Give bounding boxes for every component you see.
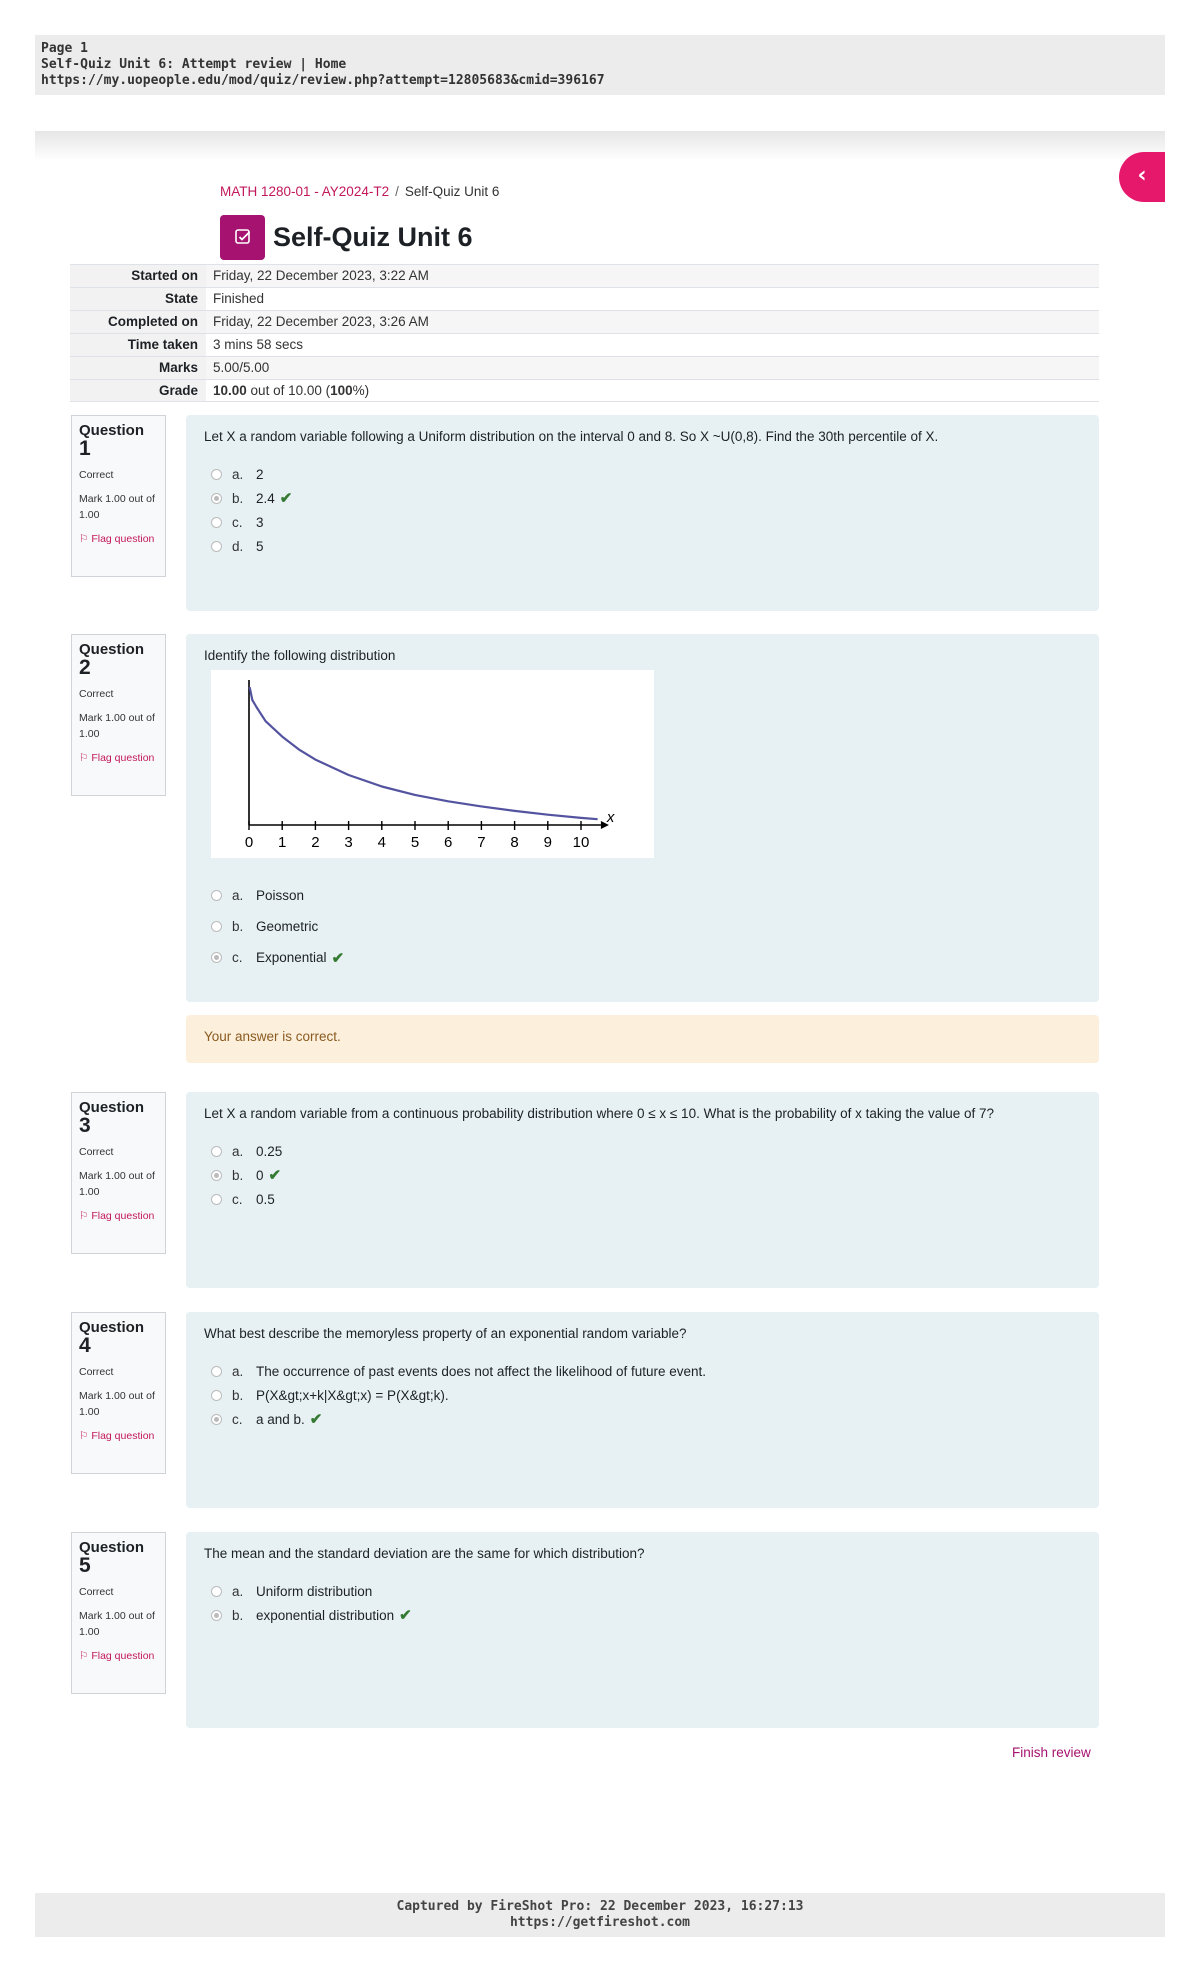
answer-option[interactable] <box>204 1187 1081 1211</box>
x-tick-label: 9 <box>543 834 552 851</box>
answer-text: a and b. <box>256 1411 305 1427</box>
page-title: Self-Quiz Unit 6 <box>273 221 473 252</box>
title-row <box>220 214 473 260</box>
flag-icon: ⚐ <box>79 1650 92 1662</box>
x-tick-label: 0 <box>244 834 254 851</box>
capture-footer <box>35 1893 1165 1937</box>
answer-text: Exponential <box>256 950 327 965</box>
breadcrumb-course-link[interactable]: MATH 1280-01 - AY2024-T2 <box>220 184 390 199</box>
answer-letter: a. <box>232 466 244 482</box>
answer-letter: b. <box>232 1607 244 1623</box>
answer-letter: b. <box>232 490 244 506</box>
x-tick-label: 5 <box>410 834 420 851</box>
attempt-summary-table <box>70 264 1099 402</box>
answer-option[interactable] <box>204 1579 1081 1603</box>
radio-button[interactable] <box>211 921 222 932</box>
answer-letter: c. <box>232 1191 243 1207</box>
answer-list <box>204 462 1081 558</box>
answer-list <box>204 1579 1081 1627</box>
question-content <box>186 634 1099 1002</box>
radio-button[interactable] <box>211 517 222 528</box>
answer-option[interactable] <box>204 534 1081 558</box>
radio-button[interactable] <box>211 493 222 504</box>
radio-button[interactable] <box>211 952 222 963</box>
x-tick-label: 7 <box>477 834 486 851</box>
question-label: Question <box>79 422 145 439</box>
x-tick-label: 3 <box>344 834 353 851</box>
question-info <box>71 1312 166 1474</box>
check-icon: ✔ <box>331 949 345 967</box>
answer-option[interactable] <box>204 942 1081 973</box>
check-icon: ✔ <box>309 1411 323 1428</box>
answer-option[interactable] <box>204 1383 1081 1407</box>
radio-button[interactable] <box>211 1414 222 1425</box>
flag-label: Flag question <box>91 1430 155 1442</box>
check-icon: ✔ <box>268 1167 282 1184</box>
feedback-message: Your answer is correct. <box>186 1015 1099 1063</box>
answer-text: 2 <box>256 466 264 482</box>
answer-option[interactable] <box>204 1139 1081 1163</box>
quiz-icon <box>220 215 265 260</box>
flag-icon: ⚐ <box>79 1210 92 1222</box>
question-state: Correct <box>79 688 114 700</box>
answer-letter: d. <box>232 538 244 554</box>
answer-text: 5 <box>256 538 264 554</box>
answer-option[interactable] <box>204 880 1081 911</box>
x-tick-label: 4 <box>377 834 386 851</box>
x-axis-label: x <box>606 809 615 826</box>
flag-label: Flag question <box>91 1210 155 1222</box>
summary-value: Friday, 22 December 2023, 3:26 AM <box>206 311 1099 333</box>
capture-footer-line2: https://getfireshot.com <box>509 1915 690 1930</box>
summary-row-marks <box>70 356 1099 379</box>
summary-label: Started on <box>70 265 206 287</box>
answer-text: 2.4 <box>256 490 275 506</box>
answer-letter: c. <box>232 1411 243 1427</box>
x-tick-label: 6 <box>444 834 453 851</box>
answer-option[interactable] <box>204 1603 1081 1627</box>
question-number: 2 <box>79 656 91 679</box>
question-mark: Mark 1.00 out of 1.00 <box>79 712 155 740</box>
answer-list <box>204 1359 1081 1431</box>
summary-label: State <box>70 288 206 310</box>
question-text: What best describe the memoryless property of an exponential random variable? <box>204 1326 687 1341</box>
question-mark: Mark 1.00 out of 1.00 <box>79 1390 155 1418</box>
question-info <box>71 1532 166 1694</box>
question-number: 3 <box>79 1114 91 1137</box>
question-number: 5 <box>79 1554 91 1577</box>
question-text: Identify the following distribution <box>204 648 396 663</box>
answer-text: Uniform distribution <box>256 1583 373 1599</box>
summary-row-completed <box>70 310 1099 333</box>
flag-question-link[interactable] <box>79 750 159 766</box>
question-mark: Mark 1.00 out of 1.00 <box>79 1170 155 1198</box>
breadcrumb <box>220 184 499 199</box>
question-number: 1 <box>79 437 91 460</box>
answer-text: 0.25 <box>256 1143 283 1159</box>
answer-list <box>204 1139 1081 1211</box>
x-tick-label: 10 <box>572 834 590 851</box>
grade-score: 10.00 <box>213 383 247 398</box>
question-info <box>71 634 166 796</box>
answer-text: P(X&gt;x+k|X&gt;x) = P(X&gt;k). <box>256 1387 449 1403</box>
question-mark: Mark 1.00 out of 1.00 <box>79 493 155 521</box>
answer-letter: b. <box>232 1387 244 1403</box>
question-label: Question <box>79 1099 145 1116</box>
flag-question-link[interactable] <box>79 1208 159 1224</box>
summary-row-grade <box>70 379 1099 402</box>
answer-option[interactable] <box>204 486 1081 510</box>
capture-footer-line1: Captured by FireShot Pro: 22 December 2023, 16:27:13 <box>396 1899 804 1914</box>
question-state: Correct <box>79 469 114 481</box>
summary-value: Friday, 22 December 2023, 3:22 AM <box>206 265 1099 287</box>
radio-button[interactable] <box>211 469 222 480</box>
answer-option[interactable] <box>204 1407 1081 1431</box>
grade-out-of: out of 10.00 ( <box>246 383 331 398</box>
question-content <box>186 1532 1099 1728</box>
breadcrumb-separator: / <box>395 184 399 199</box>
answer-option[interactable] <box>204 911 1081 942</box>
question-label: Question <box>79 1539 145 1556</box>
question-text: Let X a random variable from a continuous probability distribution where 0 ≤ x ≤ 10. What is the probability of x taking the value of 7? <box>204 1106 994 1121</box>
summary-value: 5.00/5.00 <box>206 357 1099 379</box>
answer-letter: b. <box>232 1167 244 1183</box>
radio-button[interactable] <box>211 1170 222 1181</box>
radio-button[interactable] <box>211 1610 222 1621</box>
x-tick-label: 1 <box>278 834 287 851</box>
answer-text: 0.5 <box>256 1191 275 1207</box>
question-state: Correct <box>79 1146 114 1158</box>
summary-row-state <box>70 287 1099 310</box>
flag-label: Flag question <box>91 752 155 764</box>
question-info <box>71 415 166 577</box>
flag-question-link[interactable] <box>79 531 159 547</box>
capture-url: https://my.uopeople.edu/mod/quiz/review.php?attempt=12805683&cmid=396167 <box>41 73 605 88</box>
chevron-left-icon: ‹ <box>1137 163 1147 188</box>
summary-value: 3 mins 58 secs <box>213 337 304 352</box>
flag-question-link[interactable] <box>79 1428 159 1444</box>
question-content <box>186 415 1099 611</box>
answer-option[interactable] <box>204 462 1081 486</box>
radio-button[interactable] <box>211 1586 222 1597</box>
question-text: Let X a random variable following a Uniform distribution on the interval 0 and 8. So X ~U(0,8). Find the 30th percentile of X. <box>204 429 939 444</box>
flag-icon: ⚐ <box>79 1430 92 1442</box>
question-text: The mean and the standard deviation are the same for which distribution? <box>204 1546 645 1561</box>
answer-option[interactable] <box>204 1359 1081 1383</box>
answer-text: Geometric <box>256 919 319 934</box>
question-label: Question <box>79 641 145 658</box>
question-state: Correct <box>79 1586 114 1598</box>
radio-button[interactable] <box>211 1366 222 1377</box>
radio-button[interactable] <box>211 1390 222 1401</box>
answer-letter: a. <box>232 888 244 903</box>
answer-option[interactable] <box>204 510 1081 534</box>
question-label: Question <box>79 1319 145 1336</box>
breadcrumb-current: Self-Quiz Unit 6 <box>404 184 500 199</box>
answer-letter: c. <box>232 514 243 530</box>
flag-icon: ⚐ <box>79 533 92 545</box>
check-icon: ✔ <box>399 1607 412 1624</box>
answer-letter: b. <box>232 919 244 934</box>
answer-text: The occurrence of past events does not affect the likelihood of future event. <box>256 1363 707 1379</box>
distribution-chart <box>211 670 654 858</box>
summary-row-started <box>70 264 1099 287</box>
grade-percent: 100 <box>330 383 353 398</box>
summary-value: Finished <box>213 291 265 306</box>
question-content <box>186 1092 1099 1288</box>
flag-icon: ⚐ <box>79 752 92 764</box>
answer-letter: c. <box>232 950 243 965</box>
question-state: Correct <box>79 1366 114 1378</box>
grade-end: %) <box>352 383 370 398</box>
check-icon: ✔ <box>279 490 293 507</box>
question-content <box>186 1312 1099 1508</box>
summary-label: Marks <box>70 357 206 379</box>
summary-value <box>206 380 1099 401</box>
finish-review-link[interactable]: Finish review <box>1012 1745 1091 1760</box>
x-tick-label: 2 <box>311 834 320 851</box>
answer-letter: a. <box>232 1583 244 1599</box>
summary-label: Grade <box>70 380 206 401</box>
answer-text: 3 <box>256 514 264 530</box>
radio-button[interactable] <box>211 541 222 552</box>
navbar-shadow <box>35 131 1165 161</box>
flag-label: Flag question <box>91 1650 155 1662</box>
question-number: 4 <box>79 1334 91 1357</box>
density-curve <box>250 687 598 819</box>
question-mark: Mark 1.00 out of 1.00 <box>79 1610 155 1638</box>
answer-letter: a. <box>232 1363 244 1379</box>
drawer-toggle-button[interactable] <box>1119 152 1165 202</box>
question-info <box>71 1092 166 1254</box>
radio-button[interactable] <box>211 890 222 901</box>
radio-button[interactable] <box>211 1146 222 1157</box>
radio-button[interactable] <box>211 1194 222 1205</box>
answer-text: 0 <box>256 1167 264 1183</box>
capture-page-label: Page 1 <box>41 41 88 56</box>
answer-option[interactable] <box>204 1163 1081 1187</box>
capture-window-title: Self-Quiz Unit 6: Attempt review | Home <box>41 57 347 72</box>
flag-question-link[interactable] <box>79 1648 159 1664</box>
x-tick-label: 8 <box>510 834 519 851</box>
summary-row-time <box>70 333 1099 356</box>
flag-label: Flag question <box>91 533 155 545</box>
answer-list <box>204 880 1081 973</box>
summary-label: Time taken <box>70 334 206 356</box>
summary-label: Completed on <box>70 311 206 333</box>
capture-header <box>35 35 1165 95</box>
answer-text: Poisson <box>256 888 305 903</box>
answer-letter: a. <box>232 1143 244 1159</box>
answer-text: exponential distribution <box>256 1607 395 1623</box>
